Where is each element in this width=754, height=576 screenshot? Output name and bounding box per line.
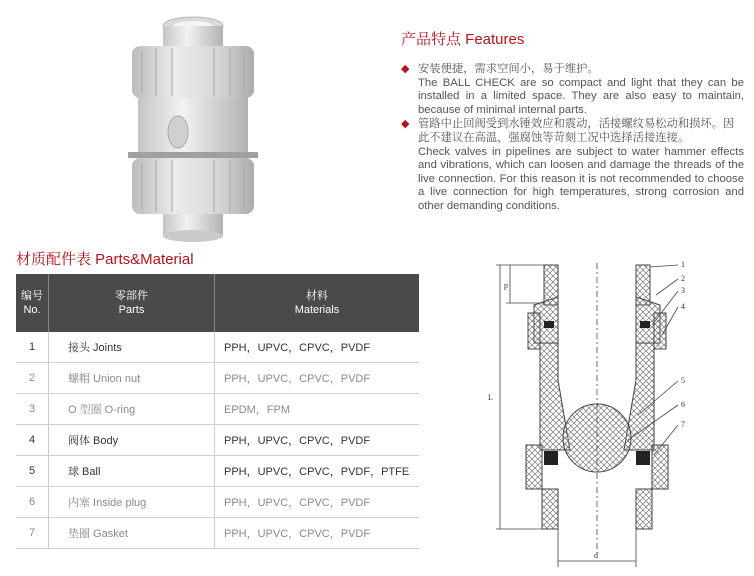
diamond-bullet-icon: ◆ xyxy=(401,118,410,131)
feature-text-zh: 安装便捷，需求空间小，易于维护。 xyxy=(418,63,599,75)
table-row: 2 螺帽 Union nut PPH，UPVC，CPVC，PVDF xyxy=(16,363,419,394)
feature-item xyxy=(400,118,744,213)
parts-title: 材质配件表 Parts&Material xyxy=(16,251,194,268)
header-materials: 材料 Materials xyxy=(215,274,420,332)
callout-3: 3 xyxy=(681,286,685,295)
callout-7: 7 xyxy=(681,420,685,429)
feature-text-en: The BALL CHECK are so compact and light that they can be installed in a limited space. They are also easy to maintain, because of minimal internal parts. xyxy=(418,76,744,116)
feature-text-en: Check valves in pipelines are subject to water hammer effects and vibrations, which can loosen and damage the threads of the live connection. For this reason it is not recommended to choose a live connection for high temperatures, strong corrosion and other demanding conditions. xyxy=(418,145,744,212)
table-row: 4 阀体 Body PPH，UPVC，CPVC，PVDF xyxy=(16,425,419,456)
diamond-bullet-icon: ◆ xyxy=(401,63,410,75)
dim-d-label: d xyxy=(594,551,598,560)
table-row: 6 内塞 Inside plug PPH，UPVC，CPVC，PVDF xyxy=(16,487,419,518)
table-row: 7 垫圈 Gasket PPH，UPVC，CPVC，PVDF xyxy=(16,518,419,549)
callout-4: 4 xyxy=(681,302,685,311)
feature-item xyxy=(400,63,744,117)
table-row: 5 球 Ball PPH，UPVC，CPVC，PVDF，PTFE xyxy=(16,456,419,487)
header-parts: 零部件 Parts xyxy=(49,274,215,332)
callout-2: 2 xyxy=(681,274,685,283)
dim-p-label: p xyxy=(504,281,508,290)
dim-l-label: L xyxy=(488,393,493,402)
callout-6: 6 xyxy=(681,400,685,409)
product-photo-ball-check-valve xyxy=(118,14,268,242)
callout-5: 5 xyxy=(681,376,685,385)
callout-1: 1 xyxy=(681,260,685,269)
cross-section-drawing xyxy=(478,255,702,576)
table-row: 1 接头 Joints PPH，UPVC，CPVC，PVDF xyxy=(16,332,419,363)
features-title: 产品特点 Features xyxy=(401,31,525,48)
features-section xyxy=(400,28,744,268)
feature-text-zh: 管路中止回阀受到水锤效应和震动，活接螺纹易松动和损坏。因此不建议在高温，强腐蚀等苛刻工况中选择活接连接。 xyxy=(418,118,735,144)
table-row: 3 O 型圈 O-ring EPDM，FPM xyxy=(16,394,419,425)
header-no: 编号 No. xyxy=(16,274,49,332)
features-text xyxy=(400,63,744,268)
parts-material-table xyxy=(16,274,419,549)
